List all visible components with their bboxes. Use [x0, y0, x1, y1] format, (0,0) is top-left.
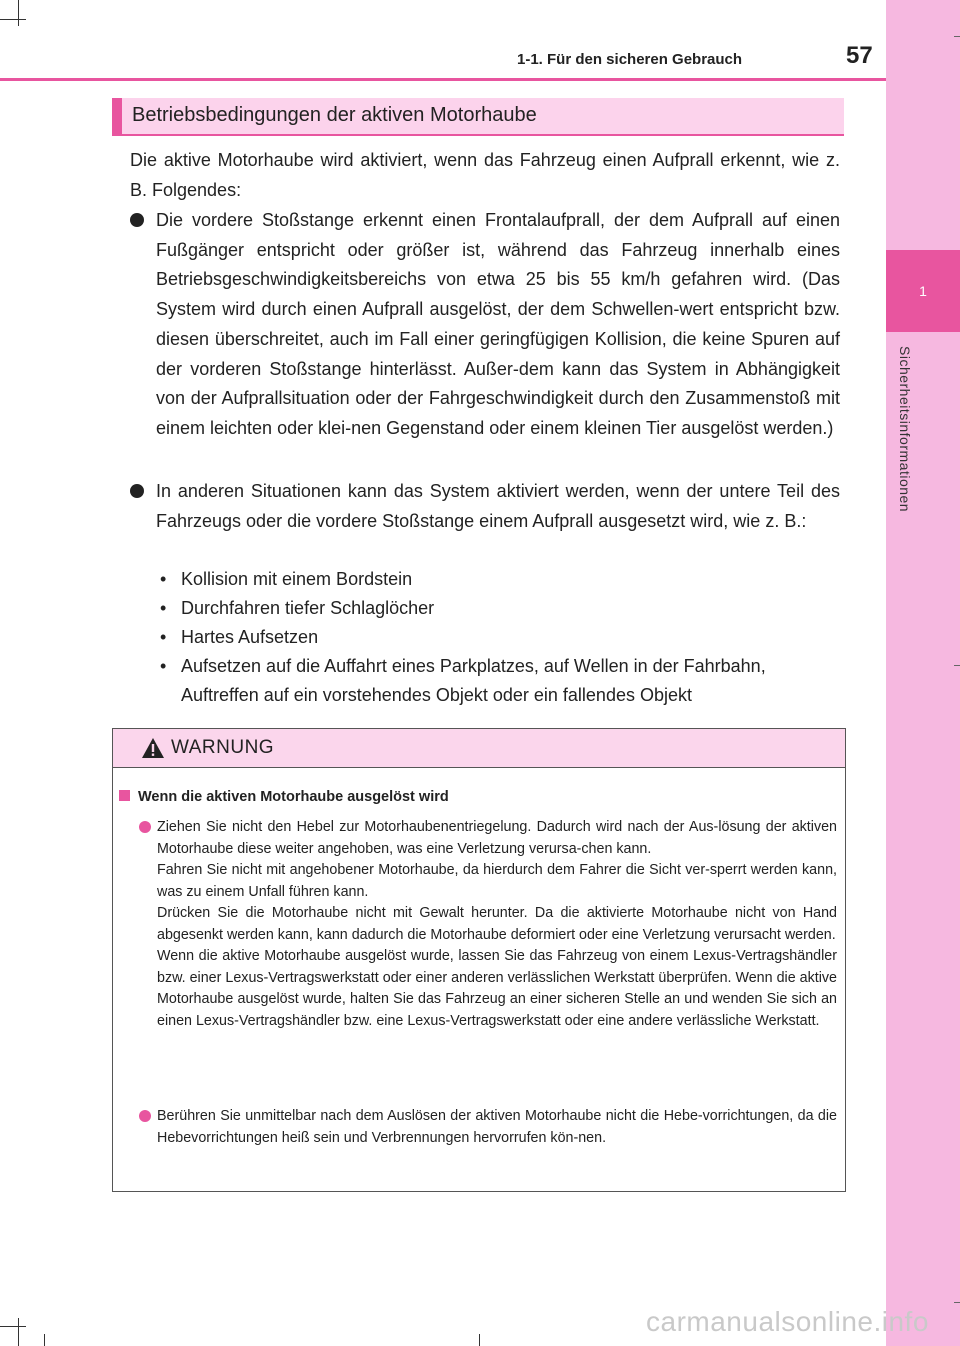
watermark: carmanualsonline.info — [646, 1306, 929, 1337]
bullet-item — [130, 206, 840, 444]
warning-paragraph: Wenn die aktive Motorhaube ausgelöst wurde, lassen Sie das Fahrzeug von einem Lexus-Vertragshändler bzw. einer Lexus-Vertragswerkstatt oder einer anderen verlässlichen Werkstatt überprüfen. Wenn die aktive Motorhaube ausgelöst wurde, halten Sie das Fahrzeug an einer sicheren Stelle an und wenden Sie sich an einen Lexus-Vertragshändler bzw. eine Lexus-Vertragswerkstatt oder eine andere verlässliche Werkstatt. — [157, 948, 837, 1029]
running-header: 1-1. Für den sicheren Gebrauch — [517, 51, 743, 68]
sub-list-text: Kollision mit einem Bordstein — [181, 569, 413, 589]
small-dot-icon: • — [160, 598, 167, 618]
warning-paragraph: Drücken Sie die Motorhaube nicht mit Gewalt herunter. Da die aktivierte Motorhaube nicht von Hand abgesenkt werden kann, kann dadurch die Motorhaube deformiert oder eine Verletzung verursacht werden. — [157, 905, 837, 943]
warning-paragraph: Ziehen Sie nicht den Hebel zur Motorhaubenentriegelung. Dadurch wird nach der Aus-lösung der aktiven Motorhaube diese weiter angehoben, was eine Verletzung verursa-chen kann. — [157, 819, 837, 857]
page-number: 57 — [846, 42, 873, 69]
warning-paragraph: Berühren Sie unmittelbar nach dem Auslösen der aktiven Motorhaube nicht die Hebe-vorrichtungen, da die Hebevorrichtungen heiß sein und Verbrennungen hervorrufen kön-nen. — [157, 1108, 837, 1146]
crop-mark — [479, 1334, 480, 1346]
tab-tick — [954, 665, 960, 666]
bullet-dot-icon — [130, 484, 144, 498]
bullet-dot-icon — [130, 213, 144, 227]
sub-list-item — [160, 565, 840, 594]
sub-list-item — [160, 623, 840, 652]
chapter-number-tab — [886, 250, 960, 332]
sub-list-text: Hartes Aufsetzen — [181, 627, 319, 647]
warning-item — [139, 1106, 837, 1149]
crop-mark — [0, 1326, 26, 1327]
small-dot-icon: • — [160, 569, 167, 589]
chapter-title: Sicherheitsinformationen — [897, 346, 913, 513]
crop-mark — [18, 0, 19, 26]
crop-mark — [18, 1318, 19, 1346]
sub-list-text: Aufsetzen auf die Auffahrt eines Parkplatzes, auf Wellen in der Fahrbahn, Auftreffen auf ein vorstehendes Objekt oder ein fallendes Objekt — [181, 656, 766, 705]
warning-item — [139, 817, 837, 1032]
pink-dot-icon — [139, 821, 151, 833]
chapter-side-tab — [886, 0, 960, 1346]
intro-paragraph: Die aktive Motorhaube wird aktiviert, wenn das Fahrzeug einen Aufprall erkennt, wie z. B. Folgendes: — [130, 150, 840, 200]
chapter-number: 1 — [919, 283, 927, 299]
crop-mark — [44, 1334, 45, 1346]
pink-dot-icon — [139, 1110, 151, 1122]
header-rule — [0, 78, 886, 81]
small-dot-icon: • — [160, 627, 167, 647]
warning-triangle-icon — [141, 737, 165, 759]
sub-list-item — [160, 652, 840, 710]
warning-subtitle-text: Wenn die aktiven Motorhaube ausgelöst wird — [138, 789, 449, 805]
warning-subtitle — [119, 789, 449, 805]
crop-mark — [0, 19, 26, 20]
warning-paragraph: Fahren Sie nicht mit angehobener Motorhaube, da hierdurch dem Fahrer die Sicht ver-sperrt werden kann, was zu einem Unfall führen kann. — [157, 862, 837, 900]
sub-list-text: Durchfahren tiefer Schlaglöcher — [181, 598, 435, 618]
small-dot-icon: • — [160, 656, 167, 676]
bullet-text: Die vordere Stoßstange erkennt einen Frontalaufprall, der dem Aufprall auf einen Fußgänger entspricht oder größer ist, während das Fahrzeug innerhalb eines Betriebsgeschwindigkeitsbereichs von etwa 25 bis 55 km/h gefahren wird. (Das System wird durch einen Aufprall ausgelöst, der dem Schwellen-wert entspricht bzw. diesen überschreitet, auch im Fall einer geringfügigen Kollision, die keine Spuren auf der vorderen Stoßstange hinterlässt. Außer-dem kann das System in Abhängigkeit von der Aufprallsituation oder der Fahrgeschwindigkeit durch den Zusammenstoß mit einem leichten oder klei-nen Gegenstand oder einem kleinen Tier ausgelöst werden.) — [156, 210, 840, 438]
warning-label: WARNUNG — [171, 737, 275, 758]
bullet-item — [130, 477, 840, 536]
section-title: Betriebsbedingungen der aktiven Motorhaube — [132, 104, 537, 126]
warning-box — [112, 728, 846, 1192]
tab-tick — [954, 1302, 960, 1303]
warning-header — [113, 729, 845, 768]
sub-list-item — [160, 594, 840, 623]
square-bullet-icon — [119, 790, 130, 801]
section-heading — [112, 98, 844, 136]
tab-tick — [954, 36, 960, 37]
section-heading-bar — [112, 98, 122, 134]
bullet-text: In anderen Situationen kann das System aktiviert werden, wenn der untere Teil des Fahrzeugs oder die vordere Stoßstange einem Aufprall ausgesetzt wird, wie z. B.: — [156, 481, 840, 531]
